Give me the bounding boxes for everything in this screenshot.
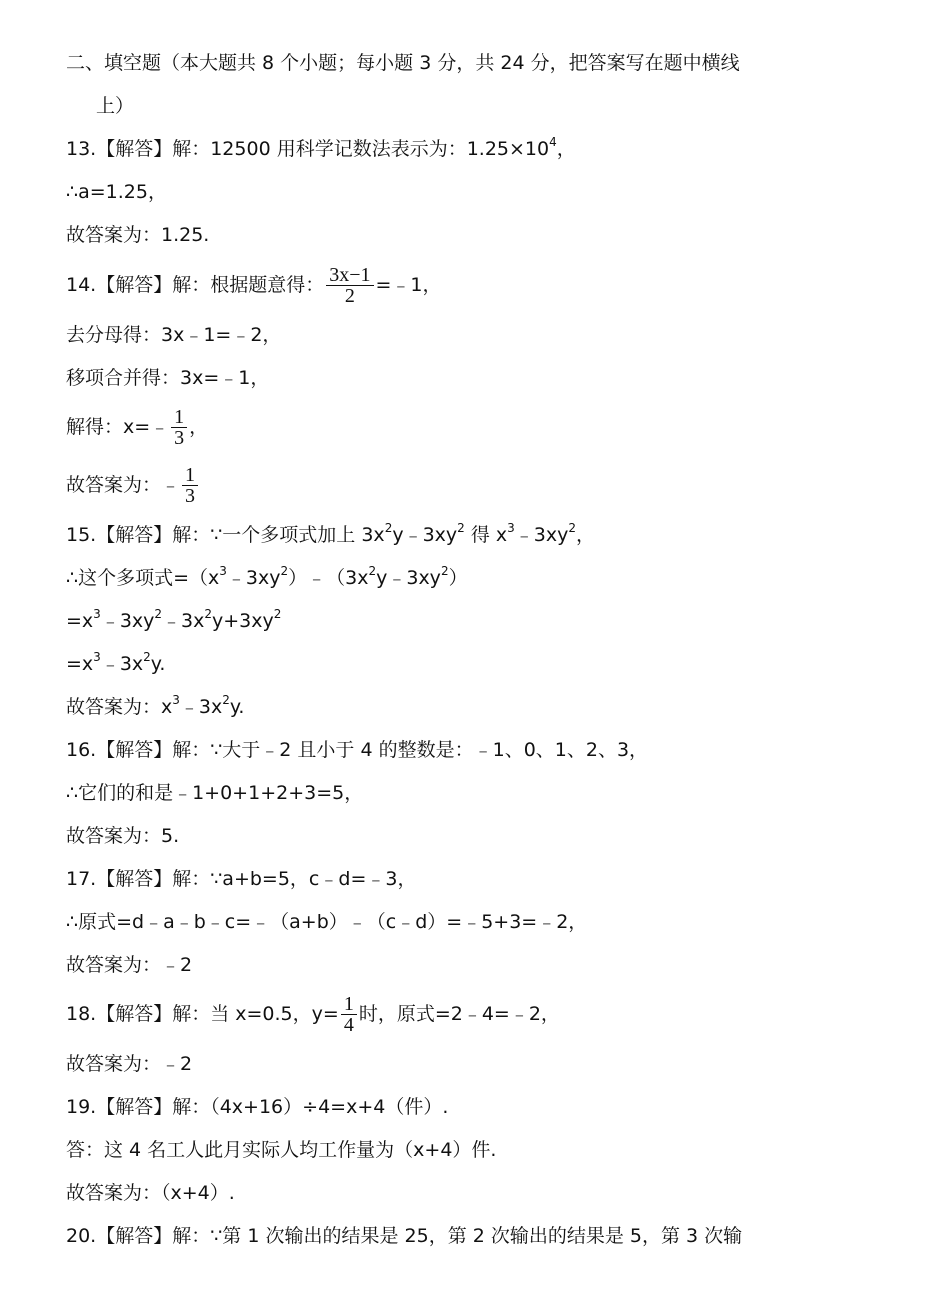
q15-l3-b: ﹣3xy <box>100 610 155 632</box>
q18-tail: 时，原式=2﹣4=﹣2， <box>358 1003 560 1025</box>
q14-line1 <box>66 262 442 308</box>
q19-answer: 故答案为：（x+4）. <box>66 1182 235 1204</box>
q15-l1-a: 15.【解答】解：∵一个多项式加上 3x <box>66 524 385 546</box>
q15-line1 <box>66 522 595 548</box>
q15-l1-e: ， <box>575 524 595 546</box>
q15-ans-sup1: 3 <box>172 692 180 707</box>
q16-line2: ∴它们的和是﹣1+0+1+2+3=5， <box>66 782 364 804</box>
q16-answer: 故答案为：5. <box>66 825 180 847</box>
q17-line2: ∴原式=d﹣a﹣b﹣c=﹣（a+b）﹣（c﹣d）=﹣5+3=﹣2， <box>66 911 588 933</box>
q14-line4-numerator: 1 <box>171 407 187 428</box>
q14-line4-tail: ， <box>189 416 209 438</box>
q15-line4 <box>66 651 165 677</box>
q15-l1-sup1: 2 <box>384 520 393 535</box>
q14-line2: 去分母得：3x﹣1=﹣2， <box>66 324 282 346</box>
q15-l2-d: y﹣3xy <box>376 567 441 589</box>
q15-l3-c: ﹣3x <box>162 610 205 632</box>
q15-l1-sup3: 3 <box>507 520 515 535</box>
q17-answer: 故答案为：﹣2 <box>66 954 193 976</box>
q15-l4-c: y. <box>150 653 166 675</box>
q18-fraction <box>341 994 357 1035</box>
q20-line1: 20.【解答】解：∵第 1 次输出的结果是 25，第 2 次输出的结果是 5，第 3 次输 <box>66 1225 743 1247</box>
section-title-line2: 上） <box>96 95 135 117</box>
q15-line2 <box>66 565 468 591</box>
q15-l4-sup2: 2 <box>143 649 151 664</box>
q13-answer: 故答案为：1.25. <box>66 224 210 246</box>
q13-line1 <box>66 136 576 162</box>
q14-answer <box>66 462 200 508</box>
q14-tail: =﹣1， <box>375 274 442 296</box>
q13-tail: ， <box>556 138 576 160</box>
q15-l2-b: ﹣3xy <box>226 567 281 589</box>
q14-line3: 移项合并得：3x=﹣1， <box>66 367 270 389</box>
q15-l3-sup2: 2 <box>154 606 163 621</box>
q15-l2-c: ）﹣（3x <box>288 567 369 589</box>
q15-l1-c: 得 x <box>464 524 508 546</box>
q15-ans-sup2: 2 <box>222 692 230 707</box>
q15-l4-b: ﹣3x <box>100 653 144 675</box>
q15-answer <box>66 694 244 720</box>
q18-answer: 故答案为：﹣2 <box>66 1053 193 1075</box>
q18-frac-denominator: 4 <box>343 1014 354 1036</box>
q15-l3-d: y+3xy <box>212 610 274 632</box>
q16-line1: 16.【解答】解：∵大于﹣2 且小于 4 的整数是：﹣1、0、1、2、3， <box>66 739 649 761</box>
section-title-line1: 二、填空题（本大题共 8 个小题；每小题 3 分，共 24 分，把答案写在题中横线 <box>66 52 740 74</box>
q15-l2-e: ） <box>448 567 468 589</box>
q14-line4-fraction <box>171 407 187 448</box>
q15-l3-sup4: 2 <box>273 606 282 621</box>
q15-l1-d: ﹣3xy <box>514 524 569 546</box>
q14-line4-denominator: 3 <box>174 427 185 449</box>
q19-line2: 答：这 4 名工人此月实际人均工作量为（x+4）件. <box>66 1139 497 1161</box>
q14-line4-head: 解得：x=﹣ <box>66 416 170 438</box>
q17-line1: 17.【解答】解：∵a+b=5，c﹣d=﹣3， <box>66 868 417 890</box>
q15-l3-sup3: 2 <box>204 606 213 621</box>
q15-l2-a: ∴这个多项式=（x <box>66 567 220 589</box>
q15-l4-a: =x <box>66 653 94 675</box>
q15-ans-c: y. <box>229 696 245 718</box>
q13-head: 13.【解答】解：12500 用科学记数法表示为：1.25×10 <box>66 138 550 160</box>
q15-line3 <box>66 608 281 634</box>
q18-line1 <box>66 991 560 1037</box>
q15-ans-b: ﹣3x <box>179 696 223 718</box>
q15-ans-a: 故答案为：x <box>66 696 173 718</box>
q15-l2-sup3: 2 <box>368 563 377 578</box>
q18-head: 18.【解答】解：当 x=0.5，y= <box>66 1003 339 1025</box>
q14-frac-numerator: 3x−1 <box>326 265 373 286</box>
q14-answer-denominator: 3 <box>185 485 196 507</box>
q15-l4-sup1: 3 <box>93 649 101 664</box>
q14-line4 <box>66 404 208 450</box>
q14-frac-denominator: 2 <box>344 285 355 307</box>
q15-l2-sup4: 2 <box>440 563 449 578</box>
q19-line1: 19.【解答】解：（4x+16）÷4=x+4（件）. <box>66 1096 449 1118</box>
q14-answer-fraction <box>182 465 198 506</box>
q15-l1-sup2: 2 <box>457 520 465 535</box>
q15-l1-b: y﹣3xy <box>392 524 458 546</box>
q15-l1-sup4: 2 <box>568 520 576 535</box>
q14-answer-head: 故答案为：﹣ <box>66 474 181 496</box>
q15-l3-a: =x <box>66 610 94 632</box>
q14-fraction <box>326 265 373 306</box>
q15-l2-sup1: 3 <box>219 563 227 578</box>
q14-answer-numerator: 1 <box>182 465 198 486</box>
q13-exponent: 4 <box>549 134 557 149</box>
q15-l2-sup2: 2 <box>280 563 289 578</box>
q15-l3-sup1: 3 <box>93 606 101 621</box>
q14-head: 14.【解答】解：根据题意得： <box>66 274 325 296</box>
q18-frac-numerator: 1 <box>341 994 357 1015</box>
q13-line2: ∴a=1.25， <box>66 181 167 203</box>
